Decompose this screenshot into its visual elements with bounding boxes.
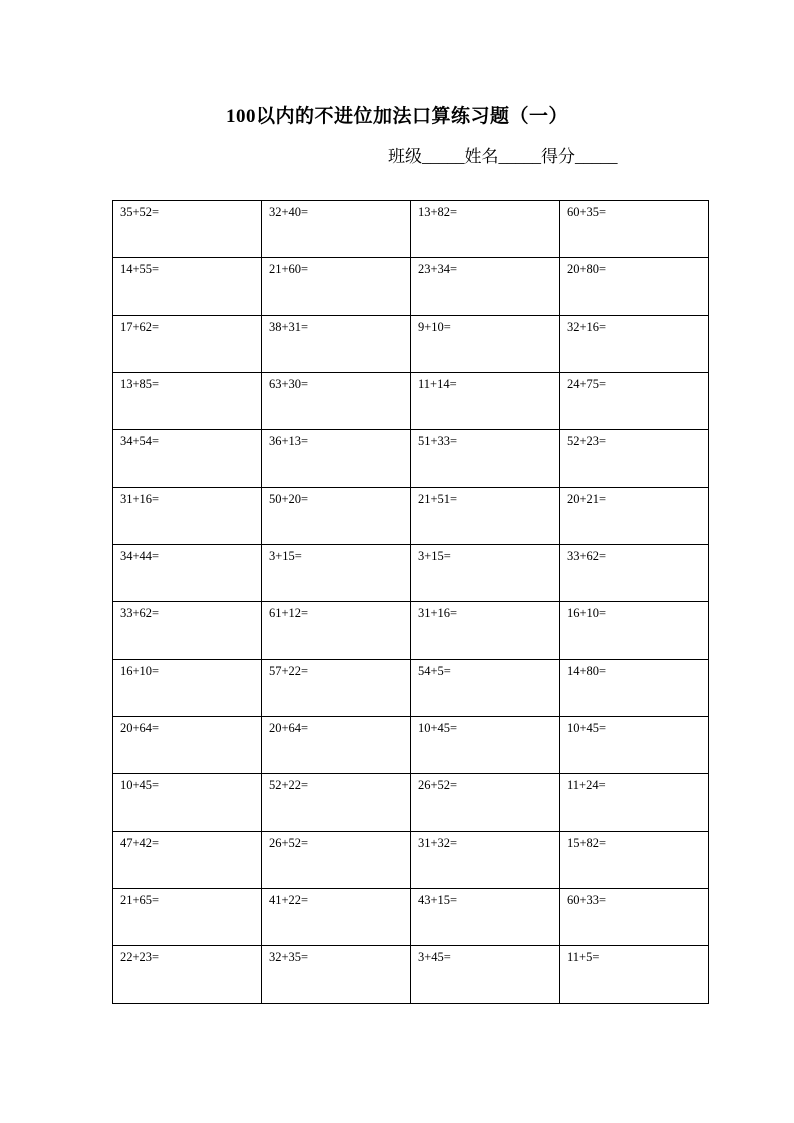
problem-grid [112,200,709,1004]
problem-row [113,373,709,430]
student-info-line: 班级_____姓名_____得分_____ [388,147,618,166]
problem-cell: 21+60= [262,258,411,315]
problem-cell: 63+30= [262,373,411,430]
problem-cell: 10+45= [411,717,560,774]
problem-row [113,315,709,372]
problem-cell: 20+64= [262,717,411,774]
problem-row [113,774,709,831]
problem-row [113,487,709,544]
problem-cell: 31+32= [411,831,560,888]
problem-cell: 32+16= [560,315,709,372]
problem-row [113,201,709,258]
problem-cell: 32+35= [262,946,411,1004]
problem-cell: 38+31= [262,315,411,372]
problem-cell: 32+40= [262,201,411,258]
problem-cell: 15+82= [560,831,709,888]
problem-cell: 11+14= [411,373,560,430]
problem-cell: 33+62= [560,545,709,602]
problem-cell: 52+22= [262,774,411,831]
problem-cell: 22+23= [113,946,262,1004]
problem-row [113,889,709,946]
problem-cell: 31+16= [411,602,560,659]
problem-cell: 24+75= [560,373,709,430]
problem-cell: 21+51= [411,487,560,544]
problem-cell: 26+52= [411,774,560,831]
problem-cell: 20+21= [560,487,709,544]
problem-cell: 34+44= [113,545,262,602]
problem-cell: 3+45= [411,946,560,1004]
problem-row [113,430,709,487]
problem-cell: 11+24= [560,774,709,831]
problem-cell: 31+16= [113,487,262,544]
problem-cell: 60+35= [560,201,709,258]
problem-cell: 54+5= [411,659,560,716]
problem-cell: 57+22= [262,659,411,716]
problem-cell: 26+52= [262,831,411,888]
problem-row [113,659,709,716]
problem-cell: 20+80= [560,258,709,315]
problem-cell: 13+85= [113,373,262,430]
worksheet-title: 100以内的不进位加法口算练习题（一） [225,106,568,127]
problem-cell: 33+62= [113,602,262,659]
problem-cell: 43+15= [411,889,560,946]
problem-cell: 13+82= [411,201,560,258]
problem-cell: 41+22= [262,889,411,946]
problem-cell: 17+62= [113,315,262,372]
problem-cell: 21+65= [113,889,262,946]
problem-cell: 34+54= [113,430,262,487]
problem-row [113,258,709,315]
problem-cell: 52+23= [560,430,709,487]
problem-cell: 50+20= [262,487,411,544]
problem-row [113,545,709,602]
problem-row [113,717,709,774]
problem-cell: 20+64= [113,717,262,774]
problem-cell: 35+52= [113,201,262,258]
problem-row [113,831,709,888]
problem-cell: 36+13= [262,430,411,487]
problem-cell: 47+42= [113,831,262,888]
problem-cell: 16+10= [560,602,709,659]
problem-row [113,602,709,659]
problem-cell: 60+33= [560,889,709,946]
problem-cell: 23+34= [411,258,560,315]
problem-row [113,946,709,1004]
problem-cell: 10+45= [560,717,709,774]
problem-cell: 51+33= [411,430,560,487]
problem-cell: 14+80= [560,659,709,716]
problem-cell: 3+15= [262,545,411,602]
problem-cell: 61+12= [262,602,411,659]
problem-cell: 3+15= [411,545,560,602]
problem-cell: 11+5= [560,946,709,1004]
problem-cell: 16+10= [113,659,262,716]
problem-cell: 10+45= [113,774,262,831]
problem-cell: 14+55= [113,258,262,315]
problem-cell: 9+10= [411,315,560,372]
